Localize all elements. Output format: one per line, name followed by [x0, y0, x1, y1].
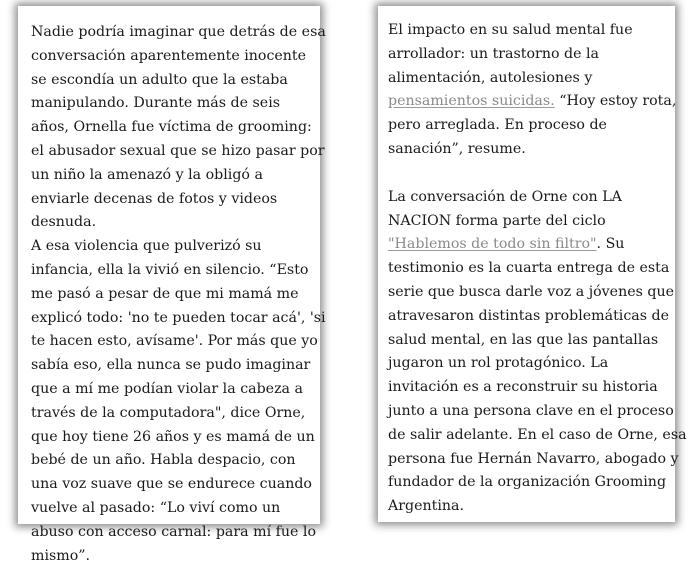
- text-line: invitación es a reconstruir su historia: [388, 379, 658, 396]
- left-paragraph-1: [31, 21, 326, 235]
- text-line: persona fue Hernán Navarro, abogado y: [388, 450, 679, 467]
- text-line: abuso con acceso carnal: para mí fue lo: [31, 523, 316, 540]
- right-paragraph-2: [388, 186, 687, 519]
- text-fragment: . Su: [596, 236, 625, 253]
- text-line: una voz suave que se endurece cuando: [31, 476, 312, 493]
- right-paragraph-1: [388, 19, 675, 162]
- text-line: salud mental, en las que las pantallas: [388, 331, 659, 348]
- text-line: vuelve al pasado: “Lo viví como un: [31, 499, 281, 516]
- left-paragraph-2: [31, 235, 326, 568]
- text-line: manipulando. Durante más de seis: [31, 95, 281, 112]
- text-line: Argentina.: [388, 498, 464, 515]
- text-line: se escondía un adulto que la estaba: [31, 71, 288, 88]
- series-link[interactable]: "Hablemos de todo sin filtro": [388, 236, 597, 253]
- text-line: arrollador: un trastorno de la: [388, 45, 599, 62]
- right-article-clip: [378, 6, 687, 522]
- text-line: el abusador sexual que se hizo pasar por: [31, 142, 325, 159]
- text-line: conversación aparentemente inocente: [31, 47, 307, 64]
- left-article-clip: [18, 6, 326, 564]
- text-line-with-link: [388, 233, 675, 257]
- text-line: que a mí me podían violar la cabeza a: [31, 380, 303, 397]
- text-line: través de la computadora", dice Orne,: [31, 404, 306, 421]
- text-line: sabía eso, ella nunca se pudo imaginar: [31, 357, 311, 374]
- text-line: La conversación de Orne con LA: [388, 188, 622, 205]
- paragraph-gap: [388, 162, 675, 186]
- text-line: mismo”.: [31, 547, 91, 564]
- text-line: testimonio es la cuarta entrega de esta: [388, 260, 670, 277]
- text-line: pero arreglada. En proceso de: [388, 117, 607, 134]
- text-line: El impacto en su salud mental fue: [388, 22, 633, 38]
- text-line: sanación”, resume.: [388, 140, 526, 157]
- text-line: fundador de la organización Grooming: [388, 474, 667, 491]
- text-line: desnuda.: [31, 214, 97, 231]
- text-line: alimentación, autolesiones y: [388, 69, 593, 86]
- text-line-with-link: [388, 90, 675, 114]
- text-line: junto a una persona clave en el proceso: [388, 402, 674, 419]
- text-line: te hacen esto, avísame'. Por más que yo: [31, 333, 318, 350]
- text-line: serie que busca darle voz a jóvenes que: [388, 283, 675, 300]
- text-line: Nadie podría imaginar que detrás de esa: [31, 24, 326, 40]
- text-line: enviarle decenas de fotos y videos: [31, 190, 278, 207]
- text-line: años, Ornella fue víctima de grooming:: [31, 119, 312, 136]
- text-fragment: “Hoy estoy rota,: [554, 93, 677, 110]
- text-line: atravesaron distintas problemáticas de: [388, 307, 669, 324]
- text-line: que hoy tiene 26 años y es mamá de un: [31, 428, 315, 445]
- suicidal-thoughts-link[interactable]: pensamientos suicidas.: [388, 93, 555, 110]
- text-line: explicó todo: 'no te pueden tocar acá', 'si: [31, 309, 326, 326]
- text-line: de salir adelante. En el caso de Orne, esa: [388, 426, 687, 443]
- text-line: infancia, ella la vivió en silencio. “Esto: [31, 261, 309, 278]
- text-line: jugaron un rol protagónico. La: [388, 355, 609, 372]
- text-line: bebé de un año. Habla despacio, con: [31, 452, 296, 469]
- text-line: me pasó a pesar de que mi mamá me: [31, 285, 299, 302]
- text-line: A esa violencia que pulverizó su: [31, 238, 262, 255]
- text-line: NACION forma parte del ciclo: [388, 212, 606, 229]
- text-line: un niño la amenazó y la obligó a: [31, 166, 263, 183]
